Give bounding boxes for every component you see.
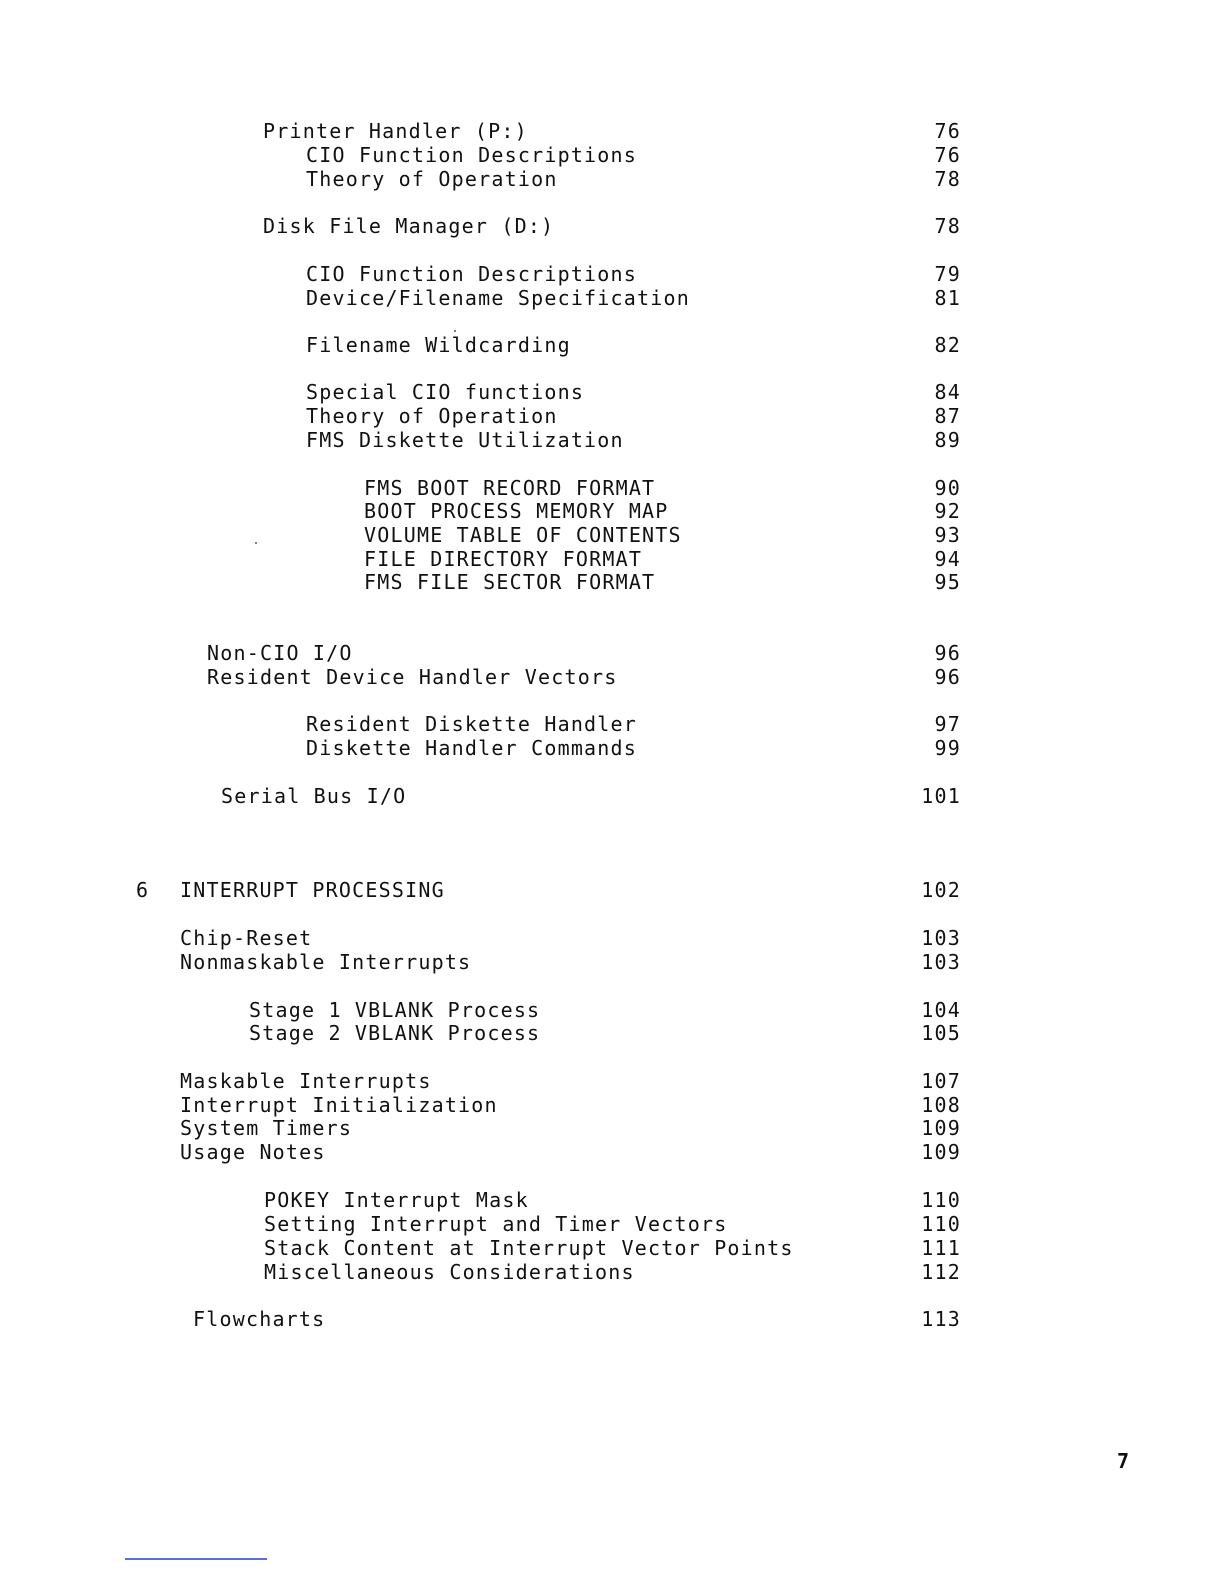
toc-entry-page: 101 xyxy=(921,784,961,808)
toc-entry-title: BOOT PROCESS MEMORY MAP xyxy=(364,499,669,523)
toc-entry-title: Special CIO functions xyxy=(306,380,585,404)
toc-entry xyxy=(0,784,1224,808)
toc-entry-page: 110 xyxy=(921,1188,961,1212)
toc-entry xyxy=(0,1260,1224,1284)
toc-entry-page: 108 xyxy=(921,1093,961,1117)
toc-entry xyxy=(0,712,1224,736)
toc-entry-page: 78 xyxy=(934,167,961,191)
toc-entry xyxy=(0,1307,1224,1331)
scan-speck xyxy=(454,330,456,332)
toc-entry xyxy=(0,286,1224,310)
toc-entry xyxy=(0,1093,1224,1117)
toc-entry-title: System Timers xyxy=(180,1116,353,1140)
toc-entry-page: 89 xyxy=(934,428,961,452)
toc-entry xyxy=(0,570,1224,594)
toc-entry xyxy=(0,143,1224,167)
toc-entry-title: Stage 2 VBLANK Process xyxy=(249,1021,541,1045)
toc-entry xyxy=(0,736,1224,760)
toc-entry-title: Non-CIO I/O xyxy=(207,641,353,665)
toc-entry xyxy=(0,476,1224,500)
toc-entry xyxy=(0,1188,1224,1212)
toc-entry-page: 76 xyxy=(934,143,961,167)
toc-entry-title: FMS FILE SECTOR FORMAT xyxy=(364,570,656,594)
toc-entry-title: Maskable Interrupts xyxy=(180,1069,432,1093)
toc-entry-page: 109 xyxy=(921,1116,961,1140)
toc-entry-title: Stage 1 VBLANK Process xyxy=(249,998,541,1022)
toc-entry-page: 97 xyxy=(934,712,961,736)
toc-entry xyxy=(0,214,1224,238)
toc-entry-page: 79 xyxy=(934,262,961,286)
toc-entry xyxy=(0,167,1224,191)
toc-entry xyxy=(0,1236,1224,1260)
toc-entry-page: 93 xyxy=(934,523,961,547)
toc-entry-title: Setting Interrupt and Timer Vectors xyxy=(264,1212,728,1236)
footer-rule xyxy=(125,1558,267,1560)
toc-entry xyxy=(0,641,1224,665)
toc-entry xyxy=(0,333,1224,357)
toc-entry-title: Disk File Manager (D:) xyxy=(263,214,555,238)
toc-entry-title: Resident Device Handler Vectors xyxy=(207,665,618,689)
toc-entry-title: INTERRUPT PROCESSING xyxy=(180,878,445,902)
toc-entry xyxy=(0,262,1224,286)
toc-entry-title: Stack Content at Interrupt Vector Points xyxy=(264,1236,794,1260)
toc-entry xyxy=(0,1021,1224,1045)
toc-entry-title: Device/Filename Specification xyxy=(306,286,690,310)
toc-entry-title: Serial Bus I/O xyxy=(221,784,407,808)
toc-chapter-entry xyxy=(0,878,1224,902)
toc-entry-page: 84 xyxy=(934,380,961,404)
toc-entry xyxy=(0,950,1224,974)
toc-entry-page: 110 xyxy=(921,1212,961,1236)
toc-entry-page: 90 xyxy=(934,476,961,500)
toc-entry-page: 113 xyxy=(921,1307,961,1331)
toc-entry-page: 92 xyxy=(934,499,961,523)
toc-entry-title: CIO Function Descriptions xyxy=(306,143,638,167)
toc-entry-page: 105 xyxy=(921,1021,961,1045)
toc-entry-page: 81 xyxy=(934,286,961,310)
toc-entry xyxy=(0,1212,1224,1236)
toc-entry-page: 109 xyxy=(921,1140,961,1164)
toc-entry-page: 87 xyxy=(934,404,961,428)
toc-entry-title: Flowcharts xyxy=(193,1307,326,1331)
toc-entry xyxy=(0,428,1224,452)
toc-entry-page: 104 xyxy=(921,998,961,1022)
page-number: 7 xyxy=(1117,1449,1131,1473)
scan-speck xyxy=(255,542,257,544)
toc-entry-page: 96 xyxy=(934,641,961,665)
toc-entry-page: 94 xyxy=(934,547,961,571)
toc-entry xyxy=(0,998,1224,1022)
toc-entry-title: Theory of Operation xyxy=(306,167,558,191)
toc-entry-title: Printer Handler (P:) xyxy=(263,119,528,143)
toc-entry-title: Interrupt Initialization xyxy=(180,1093,498,1117)
toc-entry-page: 82 xyxy=(934,333,961,357)
toc-entry-page: 103 xyxy=(921,926,961,950)
toc-entry-page: 96 xyxy=(934,665,961,689)
toc-entry-page: 107 xyxy=(921,1069,961,1093)
toc-entry-title: FMS BOOT RECORD FORMAT xyxy=(364,476,656,500)
toc-entry-title: Theory of Operation xyxy=(306,404,558,428)
toc-entry xyxy=(0,119,1224,143)
toc-entry-page: 112 xyxy=(921,1260,961,1284)
toc-entry-title: Diskette Handler Commands xyxy=(306,736,638,760)
toc-entry-page: 78 xyxy=(934,214,961,238)
toc-entry-page: 102 xyxy=(921,878,961,902)
toc-entry xyxy=(0,404,1224,428)
toc-entry-page: 76 xyxy=(934,119,961,143)
toc-entry-title: FILE DIRECTORY FORMAT xyxy=(364,547,643,571)
toc-entry-page: 95 xyxy=(934,570,961,594)
toc-entry-title: Filename Wildcarding xyxy=(306,333,571,357)
toc-entry-title: Usage Notes xyxy=(180,1140,326,1164)
toc-entry xyxy=(0,547,1224,571)
toc-entry-page: 103 xyxy=(921,950,961,974)
toc-entry-title: POKEY Interrupt Mask xyxy=(264,1188,529,1212)
toc-entry xyxy=(0,1140,1224,1164)
toc-entry xyxy=(0,523,1224,547)
toc-entry xyxy=(0,499,1224,523)
toc-entry xyxy=(0,1069,1224,1093)
toc-entry xyxy=(0,926,1224,950)
toc-entry-page: 99 xyxy=(934,736,961,760)
toc-entry-title: Resident Diskette Handler xyxy=(306,712,638,736)
toc-entry-title: VOLUME TABLE OF CONTENTS xyxy=(364,523,682,547)
toc-entry-title: Chip-Reset xyxy=(180,926,313,950)
toc-chapter-number: 6 xyxy=(136,878,150,902)
toc-entry xyxy=(0,665,1224,689)
toc-entry-title: Nonmaskable Interrupts xyxy=(180,950,472,974)
toc-entry-title: CIO Function Descriptions xyxy=(306,262,638,286)
toc-entry-title: Miscellaneous Considerations xyxy=(264,1260,635,1284)
toc-entry-title: FMS Diskette Utilization xyxy=(306,428,624,452)
toc-entry xyxy=(0,380,1224,404)
toc-entry xyxy=(0,1116,1224,1140)
toc-entry-page: 111 xyxy=(921,1236,961,1260)
